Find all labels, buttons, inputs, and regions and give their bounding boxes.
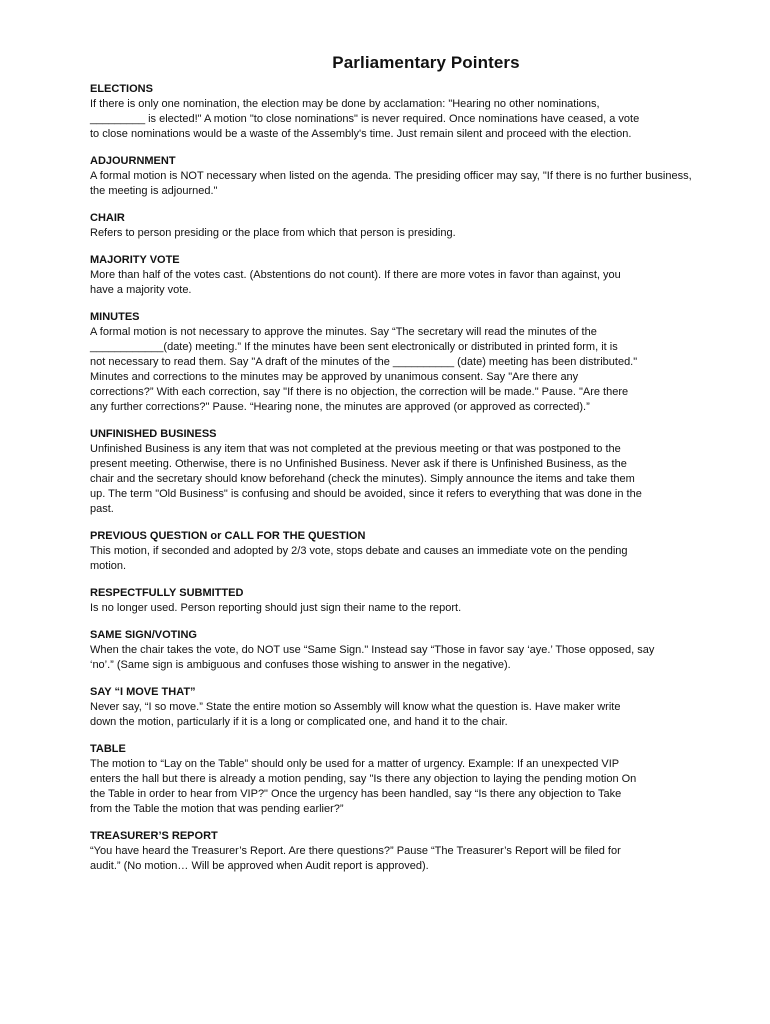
section-heading: ELECTIONS	[90, 83, 153, 95]
section-heading: ADJOURNMENT	[90, 155, 176, 167]
section-body: A formal motion is NOT necessary when listed on the agenda. The presiding officer may say, "If there is no further business, the meeting is adjourned."	[90, 170, 692, 197]
section-heading: MAJORITY VOTE	[90, 254, 180, 266]
section-heading: PREVIOUS QUESTION or CALL FOR THE QUESTION	[90, 530, 366, 542]
section-body: The motion to “Lay on the Table” should only be used for a matter of urgency. Example: If an unexpected VIP enters the hall but there is already a motion pending, say "Is there any objection to laying the pending motion On the Table in order to hear from VIP?" Once the urgency has been handled, say “Is there any objection to Take from the Table the motion that was pending earlier?”	[90, 758, 637, 815]
section-body: “You have heard the Treasurer’s Report. Are there questions?” Pause “The Treasurer’s Report will be filed for audit.” (No motion… Will be approved when Audit report is approved).	[90, 845, 621, 872]
section-body: Unfinished Business is any item that was not completed at the previous meeting or that was postponed to the present meeting. Otherwise, there is no Unfinished Business. Never ask if there is Unfinished Business, as the chair and the secretary should know beforehand (check the minutes). Simply announce the items and take them up. The term "Old Business" is confusing and should be avoided, since it refers to everything that was done in the past.	[90, 443, 642, 515]
section-chair	[90, 211, 762, 241]
section-treasurers-report	[90, 829, 762, 874]
section-heading: CHAIR	[90, 212, 125, 224]
section-adjournment	[90, 154, 762, 199]
section-elections	[90, 82, 762, 142]
section-body: If there is only one nomination, the election may be done by acclamation: "Hearing no other nominations, _________ is elected!" A motion "to close nominations" is never required. Once nominations have ceased, a vote to close nominations would be a waste of the Assembly's time. Just remain silent and proceed with the election.	[90, 98, 640, 140]
section-respectfully-submitted	[90, 586, 762, 616]
section-unfinished-business	[90, 427, 762, 517]
section-table	[90, 742, 762, 817]
section-body: Refers to person presiding or the place from which that person is presiding.	[90, 227, 456, 239]
section-body: More than half of the votes cast. (Abstentions do not count). If there are more votes in favor than against, you have a majority vote.	[90, 269, 621, 296]
section-heading: TREASURER’S REPORT	[90, 830, 218, 842]
section-heading: TABLE	[90, 743, 126, 755]
section-heading: RESPECTFULLY SUBMITTED	[90, 587, 244, 599]
section-body: Is no longer used. Person reporting should just sign their name to the report.	[90, 602, 462, 614]
section-heading: SAY “I MOVE THAT”	[90, 686, 196, 698]
document-page	[90, 52, 762, 886]
section-body: When the chair takes the vote, do NOT use “Same Sign." Instead say “Those in favor say ‘aye.’ Those opposed, say ‘no’.” (Same sign is ambiguous and confuses those wishing to answer in the negative).	[90, 644, 655, 671]
section-heading: MINUTES	[90, 311, 140, 323]
section-heading: SAME SIGN/VOTING	[90, 629, 197, 641]
section-majority-vote	[90, 253, 762, 298]
section-heading: UNFINISHED BUSINESS	[90, 428, 217, 440]
section-body: A formal motion is not necessary to approve the minutes. Say “The secretary will read the minutes of the ____________(date) meeting.” If the minutes have been sent electronically or distributed in printed form, it is not necessary to read them. Say "A draft of the minutes of the __________ (date) meeting has been distributed." Minutes and corrections to the minutes may be approved by unanimous consent. Say "Are there any corrections?” With each correction, say "If there is no objection, the correction will be made." Pause. "Are there any further corrections?" Pause. “Hearing none, the minutes are approved (or approved as corrected).”	[90, 326, 638, 413]
section-body: This motion, if seconded and adopted by 2/3 vote, stops debate and causes an immediate vote on the pending motion.	[90, 545, 628, 572]
section-say-i-move-that	[90, 685, 762, 730]
section-minutes	[90, 310, 762, 415]
section-body: Never say, “I so move.” State the entire motion so Assembly will know what the question is. Have maker write down the motion, particularly if it is a long or complicated one, and hand it to the chair.	[90, 701, 621, 728]
document-title: Parliamentary Pointers	[332, 53, 520, 72]
section-previous-question	[90, 529, 762, 574]
section-same-sign-voting	[90, 628, 762, 673]
